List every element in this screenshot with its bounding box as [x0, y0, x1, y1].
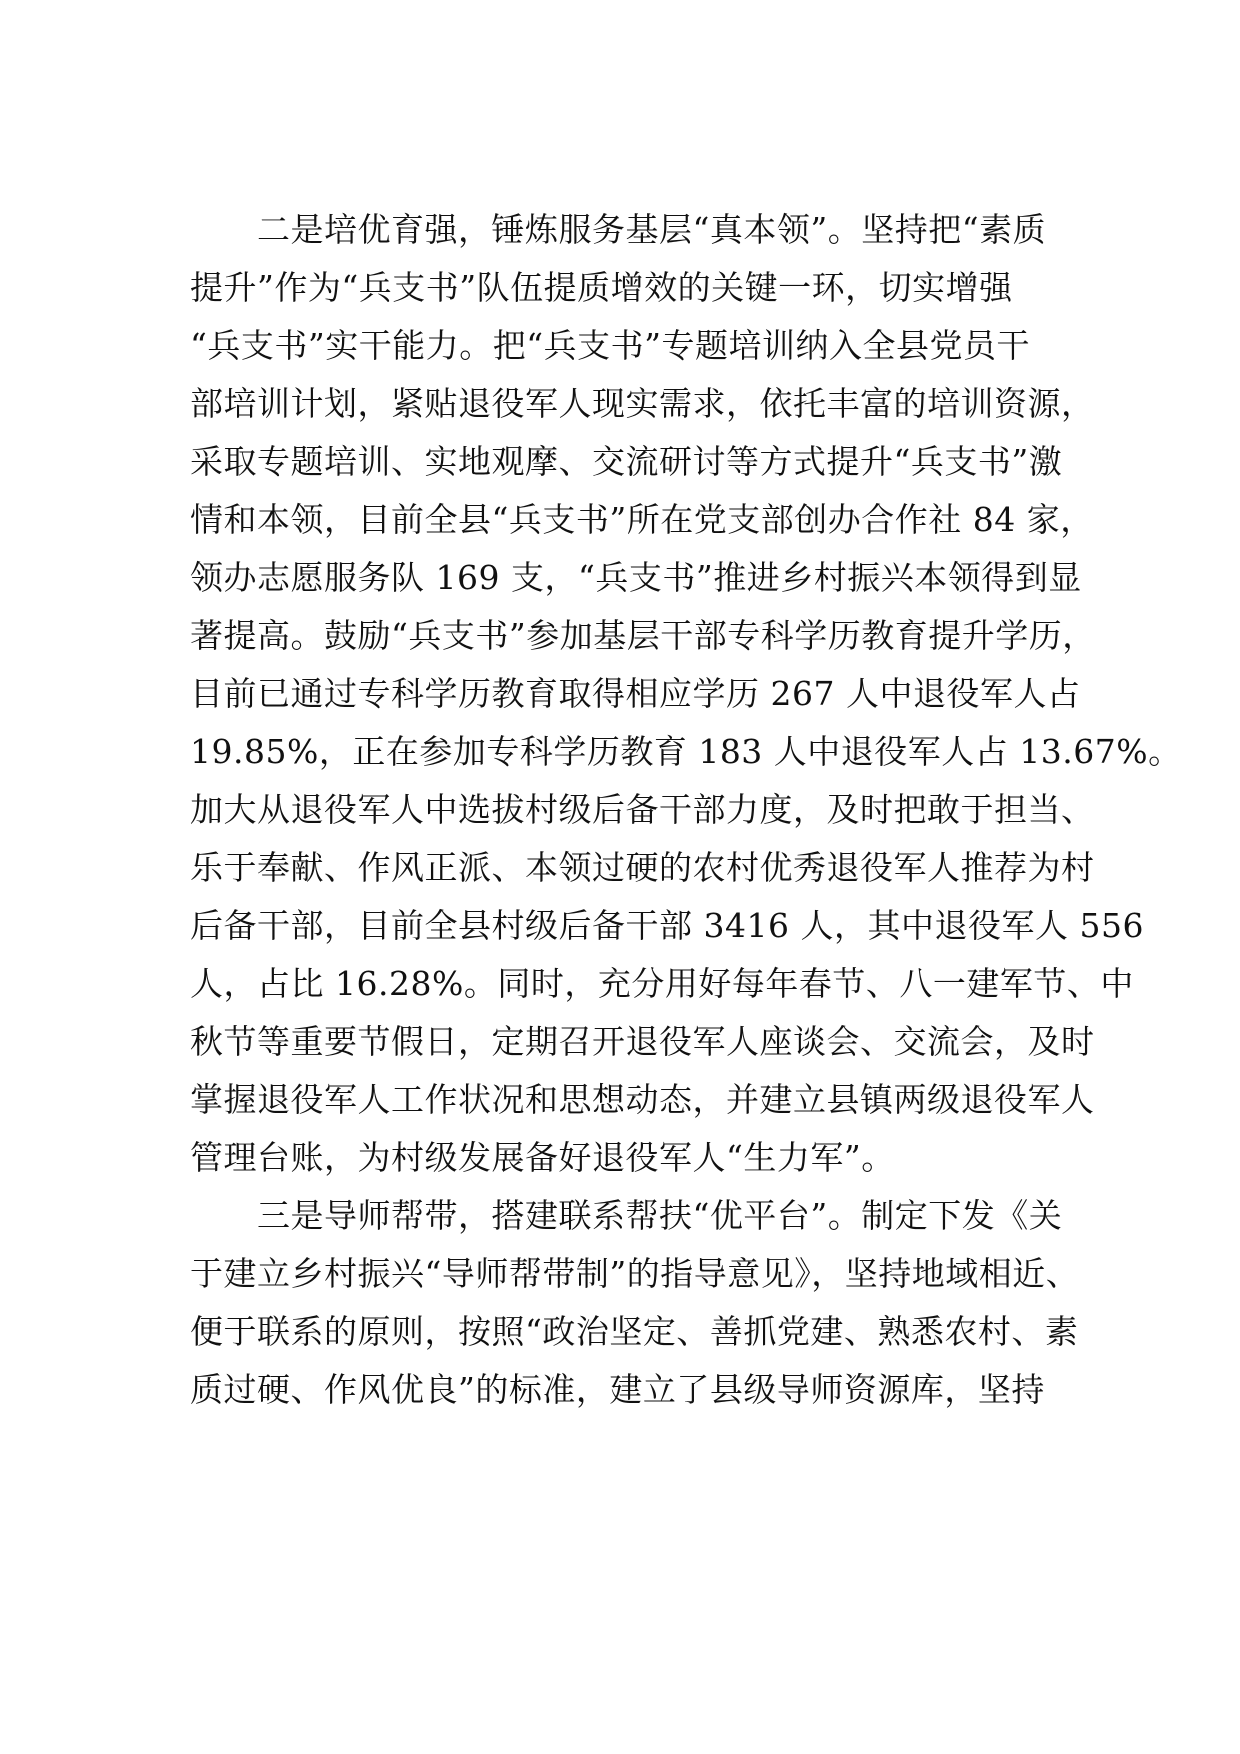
text-line: 管理台账，为村级发展备好退役军人“生力军”。 [190, 1138, 895, 1177]
text-line: 于建立乡村振兴“导师帮带制”的指导意见》，坚持地域相近、 [190, 1254, 1080, 1293]
text-line: 人，占比 16.28%。同时，充分用好每年春节、八一建军节、中 [190, 964, 1134, 1003]
text-line: 领办志愿服务队 169 支，“兵支书”推进乡村振兴本领得到显 [190, 558, 1082, 597]
text-line: 采取专题培训、实地观摩、交流研讨等方式提升“兵支书”激 [190, 442, 1063, 481]
text-line: 秋节等重要节假日，定期召开退役军人座谈会、交流会，及时 [190, 1022, 1095, 1061]
text-line: 三是导师帮带，搭建联系帮扶“优平台”。制定下发《关 [190, 1196, 1063, 1235]
text-line: 著提高。鼓励“兵支书”参加基层干部专科学历教育提升学历， [190, 616, 1096, 655]
text-line: 乐于奉献、作风正派、本领过硬的农村优秀退役军人推荐为村 [190, 848, 1095, 887]
text-line: 后备干部，目前全县村级后备干部 3416 人，其中退役军人 556 [190, 906, 1144, 945]
text-line: 部培训计划，紧贴退役军人现实需求，依托丰富的培训资源， [190, 384, 1095, 423]
text-line: 掌握退役军人工作状况和思想动态，并建立县镇两级退役军人 [190, 1080, 1095, 1119]
text-line: 19.85%，正在参加专科学历教育 183 人中退役军人占 13.67%。 [190, 732, 1182, 771]
text-line: 便于联系的原则，按照“政治坚定、善抓党建、熟悉农村、素 [190, 1312, 1079, 1351]
text-line: “兵支书”实干能力。把“兵支书”专题培训纳入全县党员干 [190, 326, 1030, 365]
text-line: 提升”作为“兵支书”队伍提质增效的关键一环，切实增强 [190, 268, 1013, 307]
text-line: 加大从退役军人中选拔村级后备干部力度，及时把敢于担当、 [190, 790, 1095, 829]
text-line: 目前已通过专科学历教育取得相应学历 267 人中退役军人占 [190, 674, 1081, 713]
text-line: 二是培优育强，锤炼服务基层“真本领”。坚持把“素质 [190, 210, 1047, 249]
text-line: 质过硬、作风优良”的标准，建立了县级导师资源库，坚持 [190, 1370, 1045, 1409]
text-line: 情和本领，目前全县“兵支书”所在党支部创办合作社 84 家， [190, 500, 1094, 539]
